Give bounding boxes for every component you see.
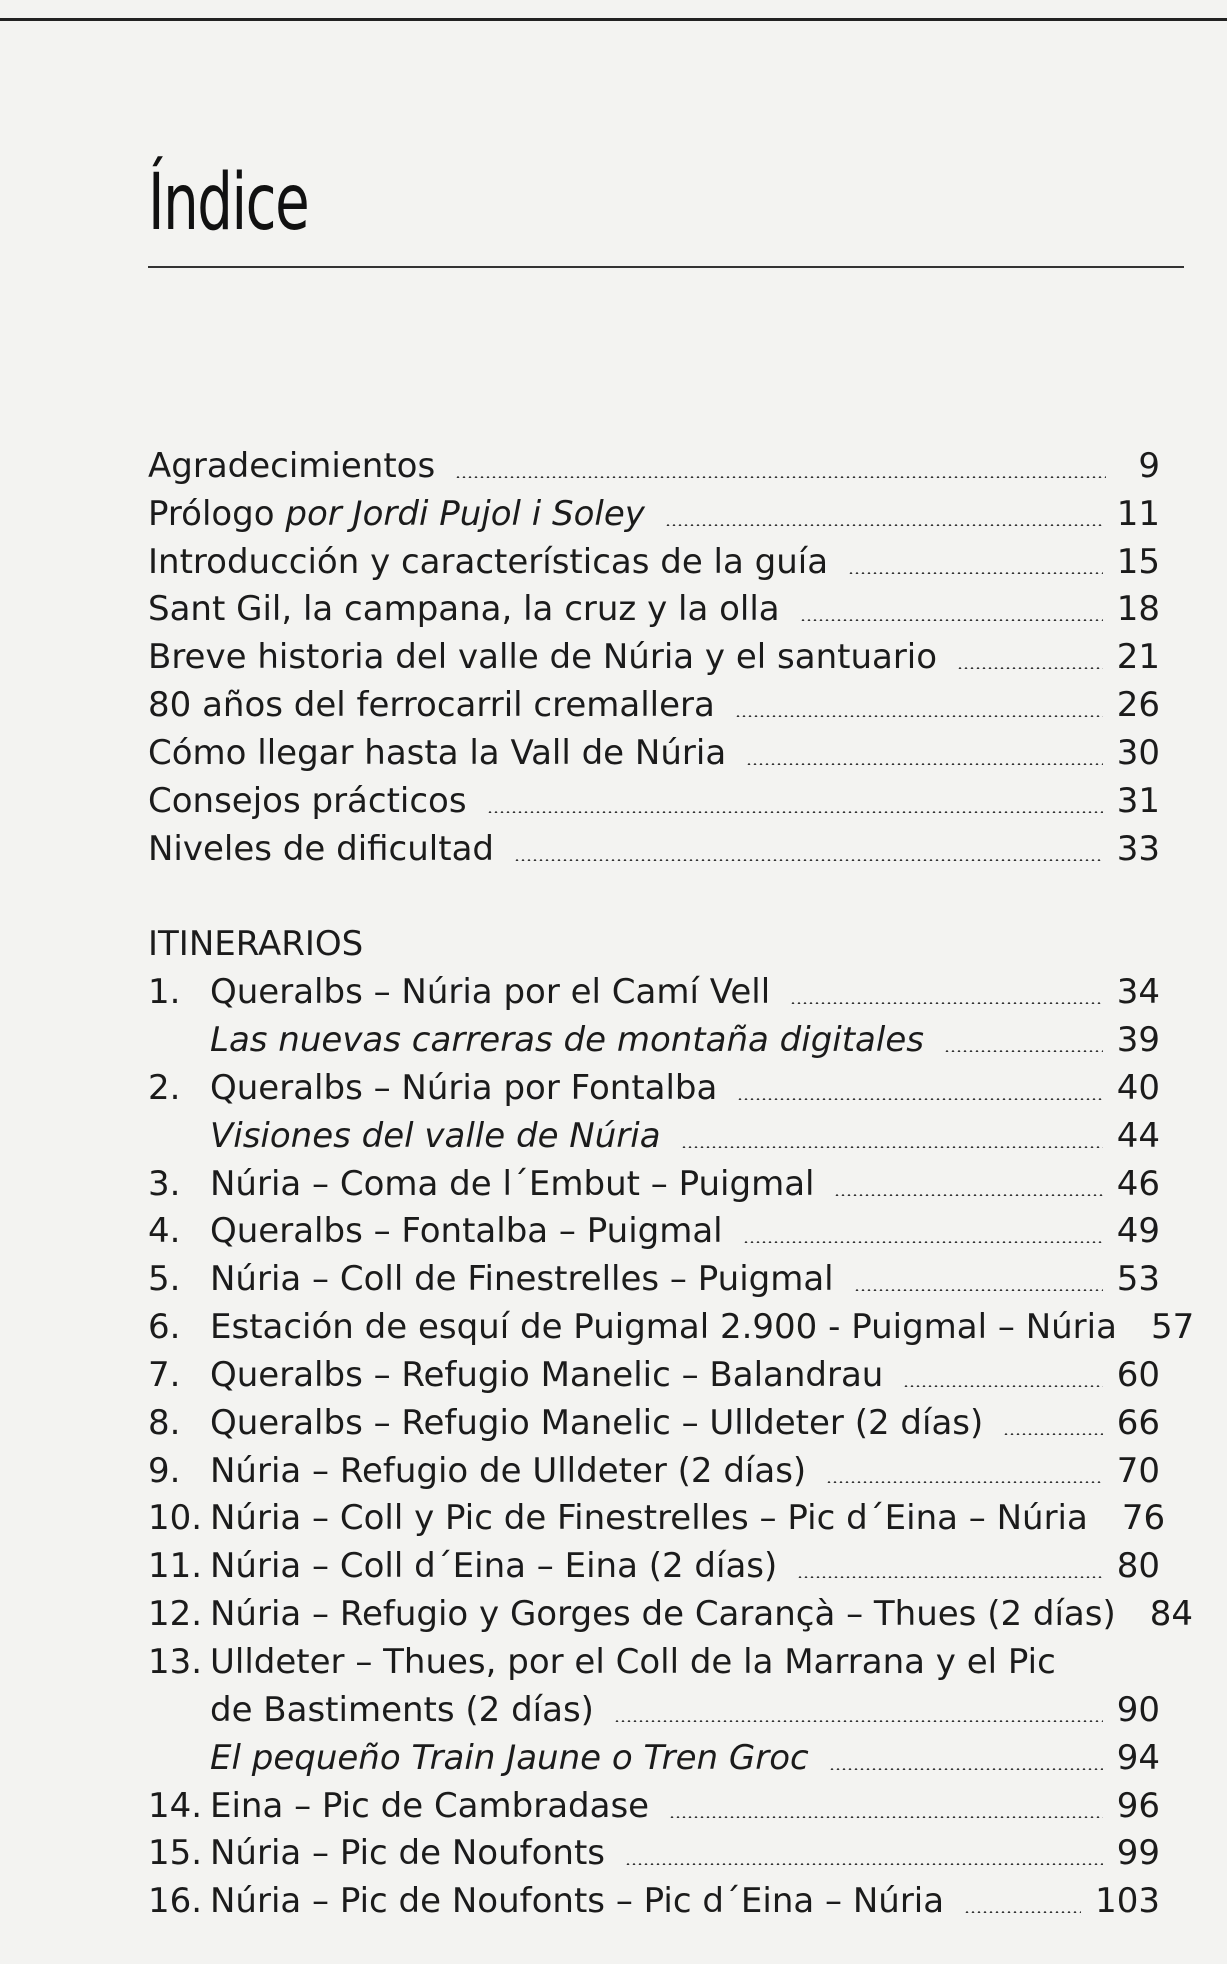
entry-text: Estación de esquí de Puigmal 2.900 - Puigmal – Núria bbox=[210, 1307, 1117, 1348]
page-number: 96 bbox=[1116, 1785, 1160, 1826]
entry-text: de Bastiments (2 días) bbox=[210, 1689, 594, 1730]
page-title: Índice bbox=[148, 158, 309, 248]
toc-entry bbox=[148, 1255, 1160, 1303]
dot-leader bbox=[455, 476, 1106, 478]
itinerary-number: 2. bbox=[148, 1067, 181, 1108]
entry-text: 80 años del ferrocarril cremallera bbox=[148, 685, 715, 726]
entry-text: Niveles de dificultad bbox=[148, 828, 494, 869]
entry-text: Breve historia del valle de Núria y el santuario bbox=[148, 637, 938, 678]
toc-entry-title bbox=[148, 1018, 924, 1062]
toc-entry-title bbox=[148, 1114, 661, 1158]
page-number: 60 bbox=[1116, 1354, 1160, 1395]
dot-leader bbox=[1003, 1433, 1102, 1435]
itinerary-number: 15. bbox=[148, 1833, 203, 1874]
toc-entry bbox=[148, 1590, 1194, 1638]
top-rule bbox=[0, 18, 1227, 21]
dot-leader bbox=[854, 1289, 1103, 1291]
toc-entry bbox=[148, 1782, 1160, 1830]
dot-leader bbox=[746, 763, 1103, 765]
dot-leader bbox=[614, 1720, 1103, 1722]
toc-entry bbox=[148, 490, 1160, 538]
dot-leader bbox=[743, 1241, 1103, 1243]
toc-entry-title bbox=[148, 779, 467, 823]
toc-entry bbox=[148, 1160, 1160, 1208]
entry-text: Núria – Pic de Noufonts – Pic d´Eina – Núria bbox=[210, 1881, 945, 1922]
page-number: 31 bbox=[1116, 780, 1160, 821]
page-number: 49 bbox=[1116, 1211, 1160, 1252]
toc-entry-title bbox=[148, 1879, 944, 1923]
toc-entry-title bbox=[148, 635, 937, 679]
page-number: 90 bbox=[1116, 1689, 1160, 1730]
page-number: 44 bbox=[1116, 1115, 1160, 1156]
toc-entry bbox=[148, 633, 1160, 681]
toc-entry bbox=[148, 825, 1160, 873]
toc-entry-title bbox=[148, 1784, 649, 1828]
dot-leader bbox=[487, 811, 1103, 813]
itinerary-number: 9. bbox=[148, 1450, 181, 1491]
toc-entry bbox=[148, 1829, 1160, 1877]
toc-entry-title bbox=[148, 1449, 806, 1493]
dot-leader bbox=[944, 1050, 1103, 1052]
toc-entry bbox=[148, 1877, 1160, 1925]
itinerarios-heading: ITINERARIOS bbox=[148, 924, 364, 965]
entry-text: Ulldeter – Thues, por el Coll de la Marrana y el Pic bbox=[210, 1642, 1056, 1683]
entry-text: Consejos prácticos bbox=[148, 780, 467, 821]
toc-entry-title bbox=[148, 1257, 834, 1301]
itinerary-number: 14. bbox=[148, 1785, 203, 1826]
toc-entry bbox=[148, 538, 1160, 586]
toc-entry-title bbox=[148, 1688, 594, 1732]
page-number: 33 bbox=[1116, 828, 1160, 869]
entry-text: Queralbs – Núria por Fontalba bbox=[210, 1067, 718, 1108]
toc-entry bbox=[148, 729, 1160, 777]
page-number: 80 bbox=[1116, 1546, 1160, 1587]
dot-leader bbox=[903, 1385, 1102, 1387]
toc-entry-title bbox=[148, 1353, 883, 1397]
entry-text: Núria – Refugio y Gorges de Carançà – Thues (2 días) bbox=[210, 1594, 1116, 1635]
toc-entry-title bbox=[148, 731, 726, 775]
page-number: 94 bbox=[1116, 1737, 1160, 1778]
itinerary-number: 7. bbox=[148, 1354, 181, 1395]
itinerary-number: 5. bbox=[148, 1259, 181, 1300]
page-number: 15 bbox=[1116, 541, 1160, 582]
entry-text: Eina – Pic de Cambradase bbox=[210, 1785, 650, 1826]
entry-text: Núria – Coll y Pic de Finestrelles – Pic d´Eina – Núria bbox=[210, 1498, 1088, 1539]
entry-text: Visiones del valle de Núria bbox=[210, 1115, 661, 1156]
dot-leader bbox=[790, 1002, 1103, 1004]
entry-text: Prólogo bbox=[148, 493, 286, 534]
itinerary-number: 11. bbox=[148, 1546, 203, 1587]
page-number: 26 bbox=[1116, 685, 1160, 726]
dot-leader bbox=[514, 859, 1103, 861]
toc-entry bbox=[148, 1399, 1160, 1447]
toc-entry-title bbox=[148, 1401, 983, 1445]
toc-entry bbox=[148, 1303, 1195, 1351]
page-number: 76 bbox=[1121, 1498, 1166, 1539]
toc-entry bbox=[148, 1686, 1160, 1734]
page-number: 18 bbox=[1116, 589, 1160, 630]
itinerary-number: 13. bbox=[148, 1642, 203, 1683]
table-of-contents bbox=[148, 442, 1195, 1925]
toc-entry-title bbox=[148, 970, 770, 1014]
title-underline bbox=[148, 266, 1184, 268]
toc-entry bbox=[148, 586, 1160, 634]
entry-text: Queralbs – Fontalba – Puigmal bbox=[210, 1211, 723, 1252]
entry-text: Las nuevas carreras de montaña digitales bbox=[210, 1020, 924, 1061]
page-number: 99 bbox=[1116, 1833, 1160, 1874]
page-number: 9 bbox=[1138, 445, 1160, 486]
toc-entry bbox=[148, 1351, 1160, 1399]
dot-leader bbox=[964, 1911, 1081, 1913]
toc-entry-title bbox=[148, 1496, 1088, 1540]
page-number: 53 bbox=[1116, 1259, 1160, 1300]
toc-entry bbox=[148, 1542, 1160, 1590]
itinerarios-section bbox=[148, 968, 1195, 1925]
toc-entry-title bbox=[148, 1831, 605, 1875]
dot-leader bbox=[625, 1863, 1103, 1865]
toc-entry-title bbox=[148, 1162, 814, 1206]
toc-entry-title bbox=[148, 492, 645, 536]
page-number: 46 bbox=[1116, 1163, 1160, 1204]
entry-text: Núria – Coma de l´Embut – Puigmal bbox=[210, 1163, 815, 1204]
dot-leader bbox=[797, 1576, 1102, 1578]
dot-leader bbox=[834, 1194, 1102, 1196]
entry-text: Queralbs – Núria por el Camí Vell bbox=[210, 972, 771, 1013]
entry-text: Introducción y características de la guía bbox=[148, 541, 829, 582]
itinerary-number: 4. bbox=[148, 1211, 181, 1252]
dot-leader bbox=[800, 619, 1103, 621]
itinerary-number: 6. bbox=[148, 1307, 181, 1348]
dot-leader bbox=[669, 1816, 1103, 1818]
entry-text: El pequeño Train Jaune o Tren Groc bbox=[210, 1737, 809, 1778]
dot-leader bbox=[737, 1098, 1102, 1100]
page-number: 66 bbox=[1116, 1402, 1160, 1443]
toc-entry-title bbox=[148, 444, 435, 488]
toc-entry bbox=[148, 1016, 1160, 1064]
page-number: 30 bbox=[1116, 732, 1160, 773]
toc-entry bbox=[148, 1064, 1160, 1112]
entry-text: Núria – Coll de Finestrelles – Puigmal bbox=[210, 1259, 834, 1300]
toc-entry bbox=[148, 1112, 1160, 1160]
toc-entry bbox=[148, 1638, 1160, 1686]
itinerary-number: 16. bbox=[148, 1881, 203, 1922]
dot-leader bbox=[735, 715, 1103, 717]
toc-entry bbox=[148, 1495, 1166, 1543]
page-number: 40 bbox=[1116, 1067, 1160, 1108]
toc-entry bbox=[148, 442, 1160, 490]
entry-text: Núria – Pic de Noufonts bbox=[210, 1833, 606, 1874]
toc-entry bbox=[148, 1734, 1160, 1782]
toc-entry-title bbox=[148, 1305, 1117, 1349]
dot-leader bbox=[826, 1481, 1103, 1483]
toc-entry-title bbox=[148, 683, 715, 727]
toc-entry-title bbox=[148, 827, 494, 871]
itinerary-number: 10. bbox=[148, 1498, 203, 1539]
toc-entry-title bbox=[148, 1592, 1116, 1636]
dot-leader bbox=[665, 524, 1103, 526]
page-number: 39 bbox=[1116, 1020, 1160, 1061]
itinerary-number: 3. bbox=[148, 1163, 181, 1204]
page-number: 57 bbox=[1150, 1307, 1195, 1348]
dot-leader bbox=[829, 1768, 1103, 1770]
entry-text: Queralbs – Refugio Manelic – Balandrau bbox=[210, 1354, 884, 1395]
entry-text: Núria – Refugio de Ulldeter (2 días) bbox=[210, 1450, 807, 1491]
page-number: 34 bbox=[1116, 972, 1160, 1013]
entry-author: por Jordi Pujol i Soley bbox=[285, 493, 645, 534]
toc-entry-title bbox=[148, 540, 828, 584]
toc-entry bbox=[148, 968, 1160, 1016]
toc-entry bbox=[148, 681, 1160, 729]
section-gap bbox=[148, 873, 1160, 921]
dot-leader bbox=[848, 572, 1103, 574]
itinerary-number: 1. bbox=[148, 972, 181, 1013]
page-number: 84 bbox=[1149, 1594, 1194, 1635]
itinerary-number: 12. bbox=[148, 1594, 203, 1635]
entry-text: Cómo llegar hasta la Vall de Núria bbox=[148, 732, 727, 773]
toc-entry-title bbox=[148, 1066, 717, 1110]
toc-entry-title bbox=[148, 1209, 723, 1253]
dot-leader bbox=[957, 667, 1103, 669]
page-number: 21 bbox=[1116, 637, 1160, 678]
page-number: 11 bbox=[1116, 493, 1160, 534]
toc-entry-title bbox=[148, 1736, 809, 1780]
toc-entry bbox=[148, 1208, 1160, 1256]
entry-text: Núria – Coll d´Eina – Eina (2 días) bbox=[210, 1546, 778, 1587]
toc-entry bbox=[148, 1447, 1160, 1495]
entry-text: Queralbs – Refugio Manelic – Ulldeter (2 días) bbox=[210, 1402, 984, 1443]
toc-entry-title bbox=[148, 1640, 1056, 1684]
entry-text: Sant Gil, la campana, la cruz y la olla bbox=[148, 589, 780, 630]
dot-leader bbox=[681, 1146, 1103, 1148]
entry-text: Agradecimientos bbox=[148, 445, 436, 486]
toc-entry-title bbox=[148, 1544, 777, 1588]
toc-entry bbox=[148, 777, 1160, 825]
page-number: 103 bbox=[1095, 1881, 1160, 1922]
itinerary-number: 8. bbox=[148, 1402, 181, 1443]
toc-entry-title bbox=[148, 587, 780, 631]
page-number: 70 bbox=[1116, 1450, 1160, 1491]
intro-section bbox=[148, 442, 1160, 873]
